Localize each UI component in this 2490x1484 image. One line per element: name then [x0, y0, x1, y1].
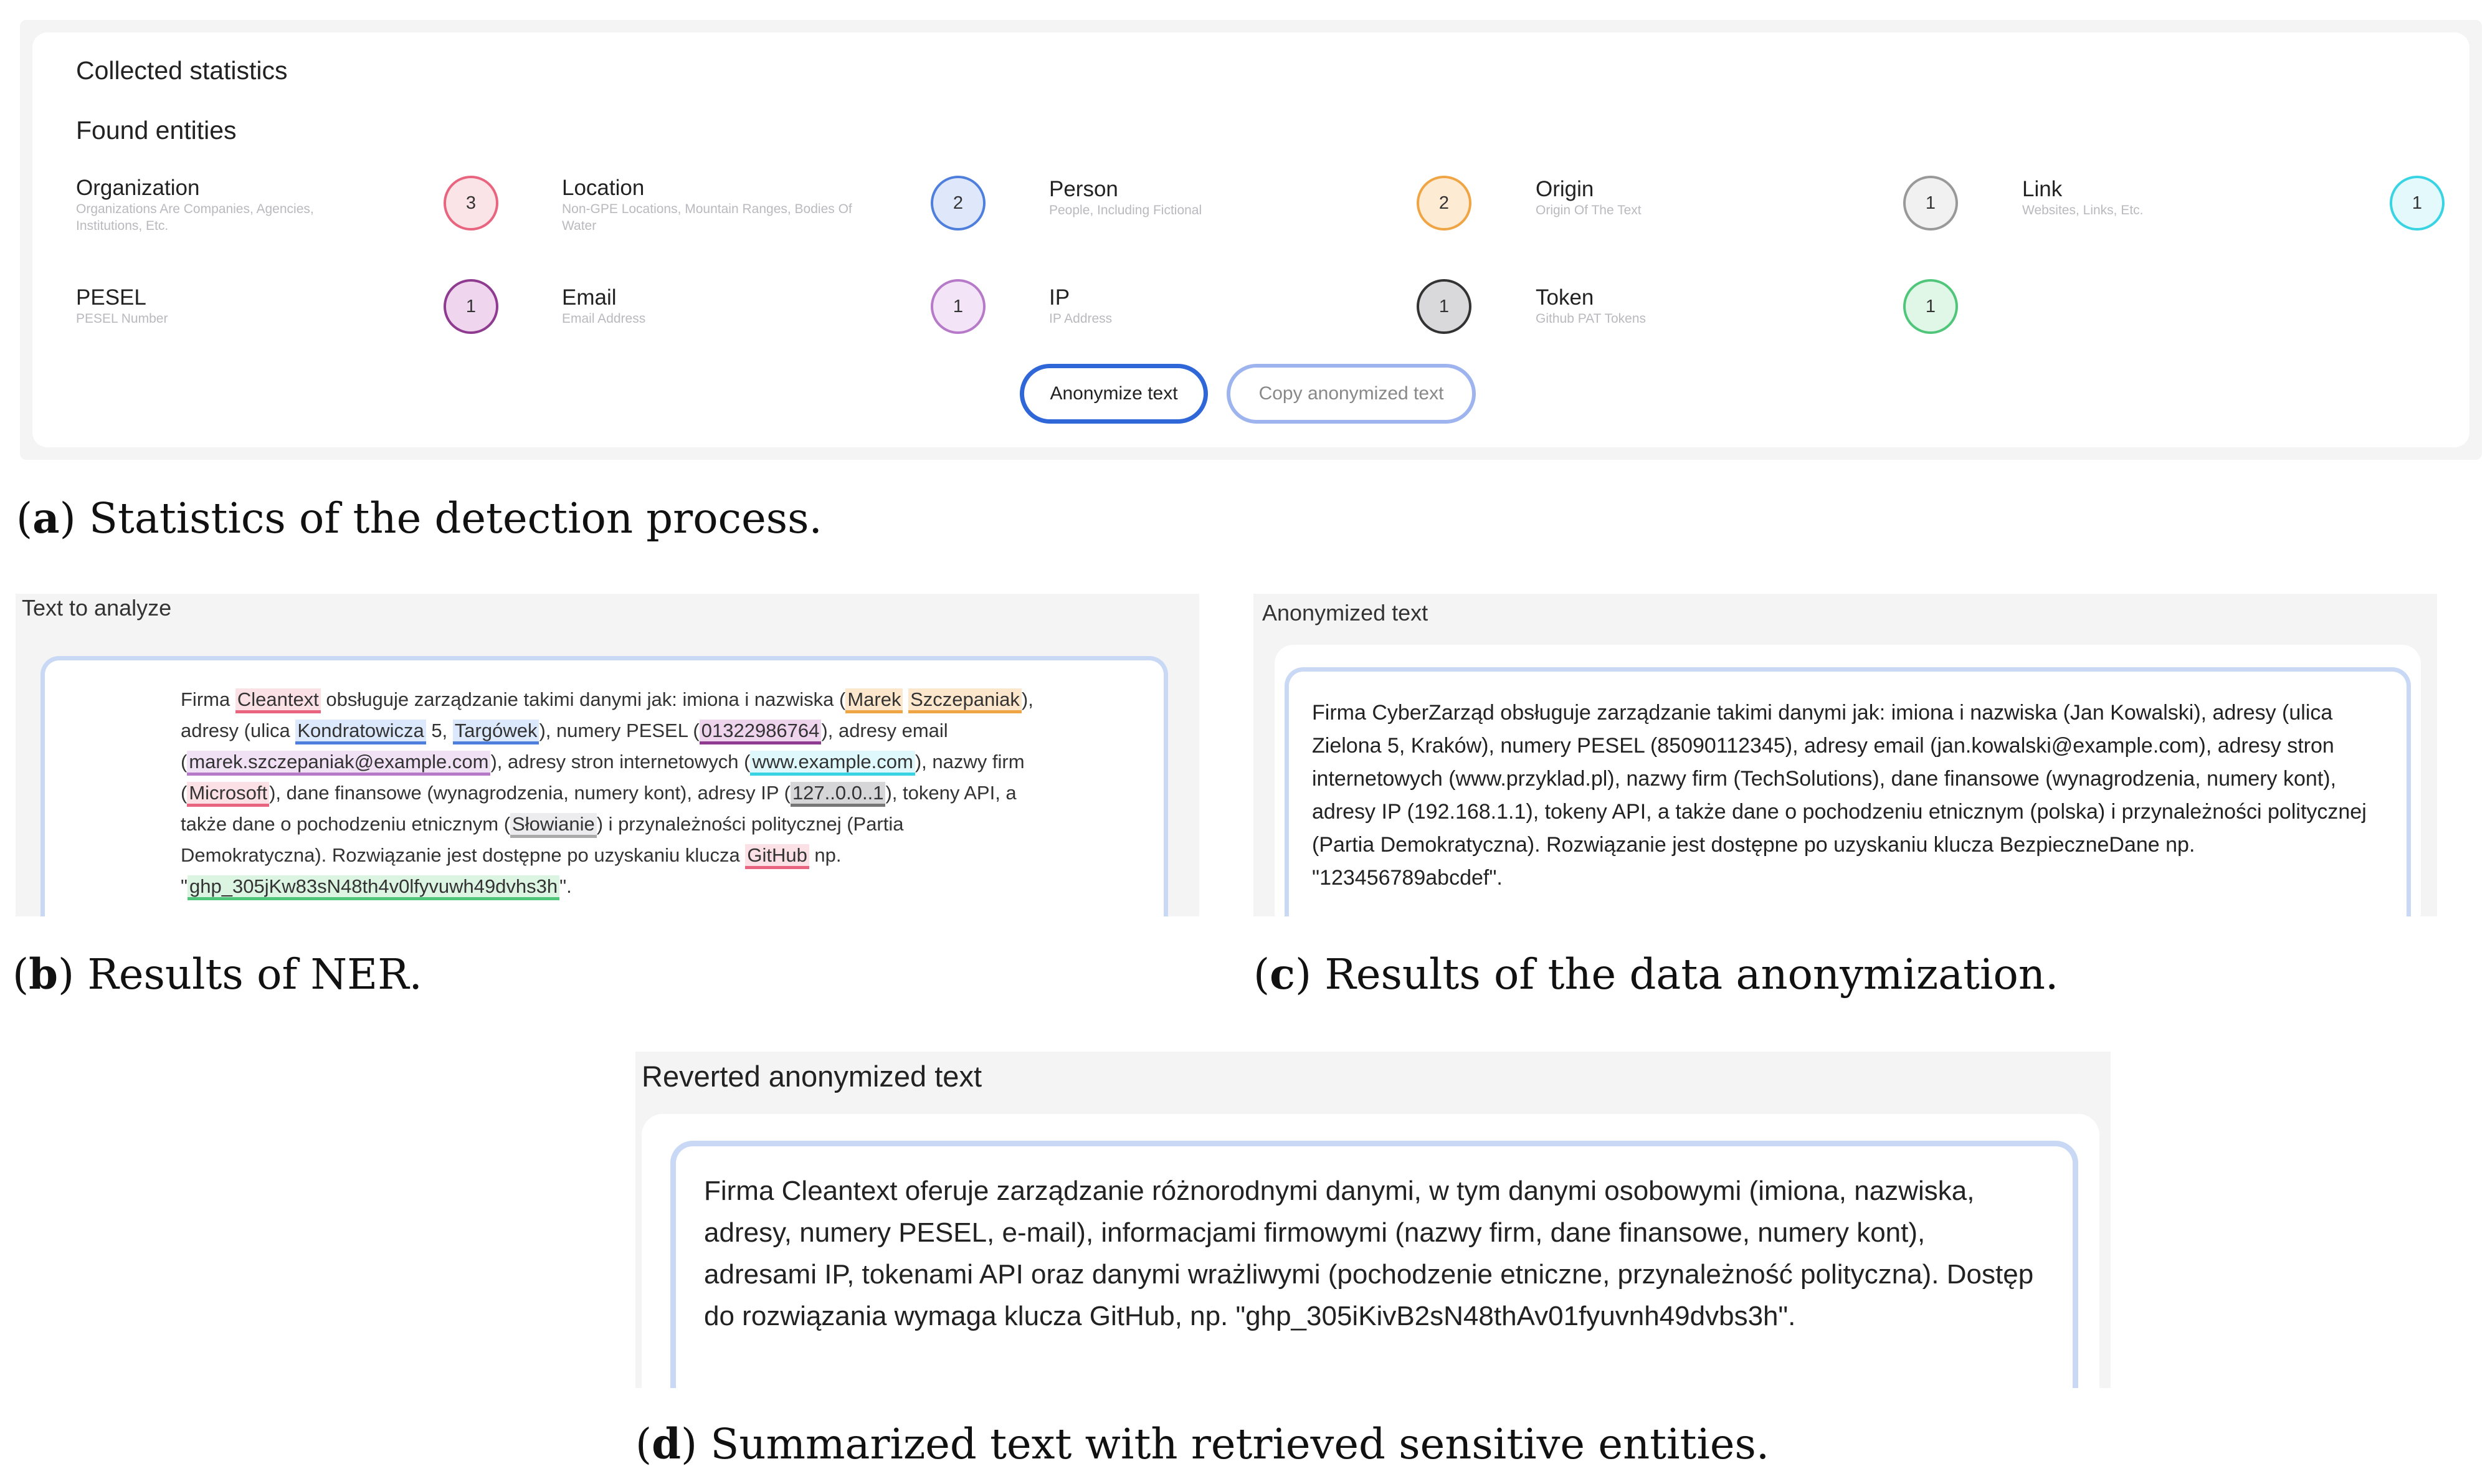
- entity-email: [562, 285, 855, 327]
- anonymize-text-button[interactable]: Anonymize text: [1020, 364, 1208, 424]
- section-subtitle: Found entities: [76, 116, 237, 145]
- entity-name: IP: [1049, 285, 1070, 310]
- entity-organization: [76, 176, 369, 234]
- panel-label: Anonymized text: [1262, 600, 1428, 625]
- reverted-text: Firma Cleantext oferuje zarządzanie różnorodnymi danymi, w tym danymi osobowymi (imiona, nazwiska, adresy, numery PESEL, e-mail), informacjami firmowymi (nazwy firm, dane finansowe, numery kont), adresami IP, tokenami API oraz danymi wrażliwymi (pochodzenie etniczne, przynależność polityczna). Dostęp do rozwiązania wymaga klucza GitHub, np. "ghp_305iKivB2sN48thAv01fyuvnh49dvbs3h".: [704, 1176, 2034, 1331]
- ner-results-panel: [16, 594, 1199, 916]
- statistics-panel: [20, 20, 2482, 460]
- entity-highlight-pesel: 01322986764: [700, 720, 822, 744]
- entity-link: [2022, 177, 2315, 219]
- entity-name: Token: [1536, 285, 1594, 310]
- panel-label: Reverted anonymized text: [642, 1060, 982, 1093]
- entity-description: Origin Of The Text: [1536, 203, 1642, 217]
- entity-token: [1536, 285, 1828, 327]
- entity-count-badge: 1: [1903, 176, 1958, 231]
- entity-name: Organization: [76, 176, 200, 200]
- entity-pesel: [76, 285, 369, 327]
- entity-highlight-location: Kondratowicza: [295, 720, 425, 744]
- entity-origin: [1536, 177, 1828, 219]
- entity-name: PESEL: [76, 285, 146, 310]
- entity-count-badge: 1: [1903, 279, 1958, 334]
- entity-description: PESEL Number: [76, 312, 168, 326]
- entity-highlight-organization: GitHub: [745, 844, 809, 869]
- entity-count-badge: 1: [931, 279, 986, 334]
- panel-title: Collected statistics: [76, 56, 288, 85]
- anonymized-text-card: [1285, 667, 2411, 916]
- entity-highlight-email: marek.szczepaniak@example.com: [187, 751, 490, 776]
- entity-count-badge: 1: [1417, 279, 1471, 334]
- entity-count-badge: 3: [444, 176, 498, 231]
- entity-name: Email: [562, 285, 617, 310]
- entity-highlight-organization: Cleantext: [235, 688, 321, 713]
- entity-name: Origin: [1536, 177, 1594, 201]
- entity-person: [1049, 177, 1342, 219]
- entity-location: [562, 176, 855, 234]
- entity-count-badge: 1: [444, 279, 498, 334]
- entity-description: Email Address: [562, 312, 646, 326]
- entity-description: IP Address: [1049, 312, 1113, 326]
- entity-description: People, Including Fictional: [1049, 203, 1202, 217]
- panel-label: Text to analyze: [22, 595, 172, 621]
- entity-ip: [1049, 285, 1342, 327]
- entity-name: Person: [1049, 177, 1118, 201]
- entity-description: Websites, Links, Etc.: [2022, 203, 2144, 217]
- caption-c: (c) Results of the data anonymization.: [1253, 949, 2059, 999]
- entity-highlight-organization: Microsoft: [187, 782, 269, 807]
- entity-description: Organizations Are Companies, Agencies, Institutions, Etc.: [76, 202, 314, 233]
- entity-highlight-ip: 127..0.0..1: [791, 782, 886, 807]
- ner-text-card: [40, 656, 1168, 916]
- reverted-text-panel: [635, 1052, 2111, 1388]
- ner-annotated-text: Firma Cleantext obsługuje zarządzanie takimi danymi jak: imiona i nazwiska (Marek Szczepaniak), adresy (ulica Kondratowicza 5, Targówek), numery PESEL (01322986764), adresy email (marek.szczepaniak@example.com), adresy stron internetowych (www.example.com), nazwy firm (Microsoft), dane finansowe (wynagrodzenia, numery kont), adresy IP (127..0.0..1), tokeny API, a także dane o pochodzeniu etnicznym (Słowianie) i przynależności politycznej (Partia Demokratyczna). Rozwiązanie jest dostępne po uzyskaniu klucza GitHub np. "ghp_305jKw83sN48th4v0lfyvuwh49dvhs3h".: [181, 684, 1034, 902]
- entity-name: Link: [2022, 177, 2063, 201]
- entity-highlight-origin: Słowianie: [510, 813, 597, 838]
- reverted-text-card: [670, 1141, 2078, 1388]
- copy-anonymized-text-button[interactable]: Copy anonymized text: [1227, 364, 1476, 424]
- entity-description: Non-GPE Locations, Mountain Ranges, Bodies Of Water: [562, 202, 852, 233]
- entity-count-badge: 2: [931, 176, 986, 231]
- statistics-card: [32, 32, 2469, 447]
- entity-highlight-link: www.example.com: [750, 751, 915, 776]
- anonymized-text: Firma CyberZarząd obsługuje zarządzanie takimi danymi jak: imiona i nazwiska (Jan Kowalski), adresy (ulica Zielona 5, Kraków), numery PESEL (85090112345), adresy email (jan.kowalski@example.com), adresy stron internetowych (www.przyklad.pl), nazwy firm (TechSolutions), dane finansowe (wynagrodzenia, numery kont), adresy IP (192.168.1.1), tokeny API, a także dane o pochodzeniu etnicznym (polska) i przynależności politycznej (Partia Demokratyczna). Rozwiązanie jest dostępne po uzyskaniu klucza BezpieczneDane np. "123456789abcdef".: [1312, 701, 2367, 890]
- entity-highlight-person: Szczepaniak: [908, 688, 1022, 713]
- entity-description: Github PAT Tokens: [1536, 312, 1647, 326]
- entity-highlight-token: ghp_305jKw83sN48th4v0lfyvuwh49dvhs3h: [188, 875, 559, 900]
- entity-count-badge: 1: [2390, 176, 2445, 231]
- entity-highlight-person: Marek: [845, 688, 903, 713]
- entity-highlight-location: Targówek: [453, 720, 539, 744]
- caption-a: (a) Statistics of the detection process.: [16, 493, 822, 543]
- entity-count-badge: 2: [1417, 176, 1471, 231]
- caption-d: (d) Summarized text with retrieved sensitive entities.: [635, 1419, 1770, 1468]
- entity-name: Location: [562, 176, 645, 200]
- anonymized-text-panel: [1253, 594, 2437, 916]
- caption-b: (b) Results of NER.: [12, 949, 422, 999]
